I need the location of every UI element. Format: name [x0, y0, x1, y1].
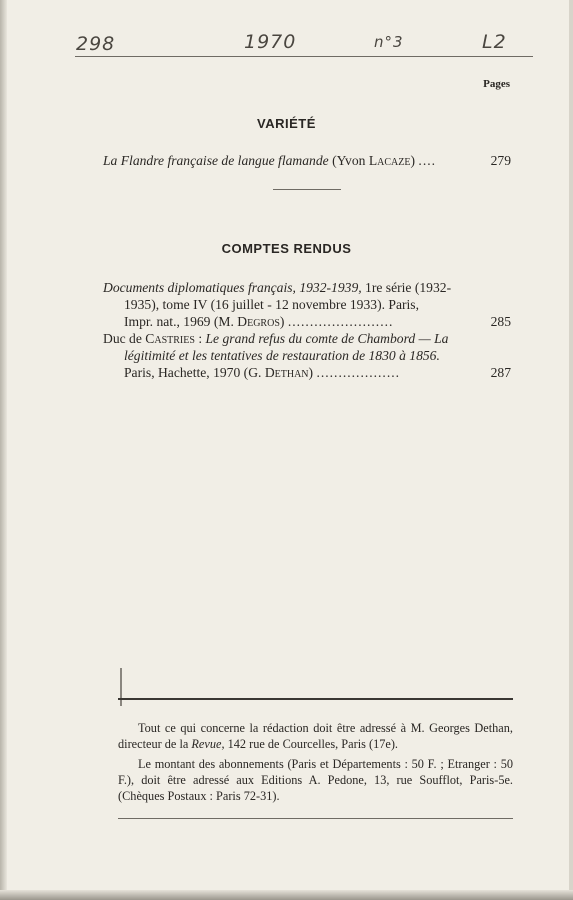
pages-column-label: Pages: [483, 78, 510, 90]
entry-title: La Flandre française de langue flamande: [103, 153, 329, 168]
pencil-mark: [120, 668, 122, 706]
page-right-edge: [569, 0, 573, 900]
editorial-note: Tout ce qui concerne la rédaction doit être adressé à M. Georges Dethan, directeur de la Revue, 142 rue de Courcelles, Paris (17e).: [118, 721, 513, 751]
entry-author: Lacaze: [368, 153, 411, 168]
leader-dots: ....: [418, 153, 437, 168]
footer-rule-top: [118, 698, 513, 700]
handwritten-number-left: 298: [76, 33, 116, 55]
top-rule: [75, 56, 533, 57]
toc-entry-documents-diplomatiques: Documents diplomatiques français, 1932-1939, 1re série (1932- 1935), tome IV (16 juillet - 12 novembre 1933). Paris, Impr. nat., 1969 (M. Degros) ........................ 285: [103, 280, 511, 329]
entry-page-number: 279: [490, 153, 511, 168]
toc-entry-variete: La Flandre française de langue flamande (Yvon Lacaze) .... 279: [103, 153, 511, 168]
page-left-edge: [0, 0, 7, 900]
toc-entry-grand-refus: Duc de Castries : Le grand refus du comte de Chambord — La légitimité et les tentatives de restauration de 1830 à 1856. Paris, Hachette, 1970 (G. Dethan) ................... 287: [103, 331, 511, 380]
entry-author: Degros: [237, 314, 280, 329]
handwritten-issue-number: n°3: [374, 33, 404, 51]
section-divider: [273, 189, 341, 190]
handwritten-mark-right: L2: [482, 31, 507, 53]
entry-author: Castries: [145, 331, 195, 346]
leader-dots: ...................: [316, 365, 401, 380]
section-title-variete: VARIÉTÉ: [257, 116, 316, 131]
handwritten-year: 1970: [244, 31, 297, 53]
footer-rule-bottom: [118, 818, 513, 819]
entry-author: Dethan: [264, 365, 309, 380]
entry-page-number: 285: [490, 314, 511, 329]
leader-dots: ........................: [287, 314, 394, 329]
page-bottom-edge: [0, 890, 573, 900]
entry-title: Documents diplomatiques français, 1932-1939,: [103, 280, 362, 295]
subscription-note: Le montant des abonnements (Paris et Départements : 50 F. ; Etranger : 50 F.), doit être adressé aux Editions A. Pedone, 13, rue Soufflot, Paris-5e. (Chèques Postaux : Paris 72-31).: [118, 757, 513, 803]
entry-page-number: 287: [490, 365, 511, 380]
entry-title: Le grand refus du comte de Chambord — La: [205, 331, 449, 346]
section-title-comptes-rendus: COMPTES RENDUS: [221, 241, 352, 256]
